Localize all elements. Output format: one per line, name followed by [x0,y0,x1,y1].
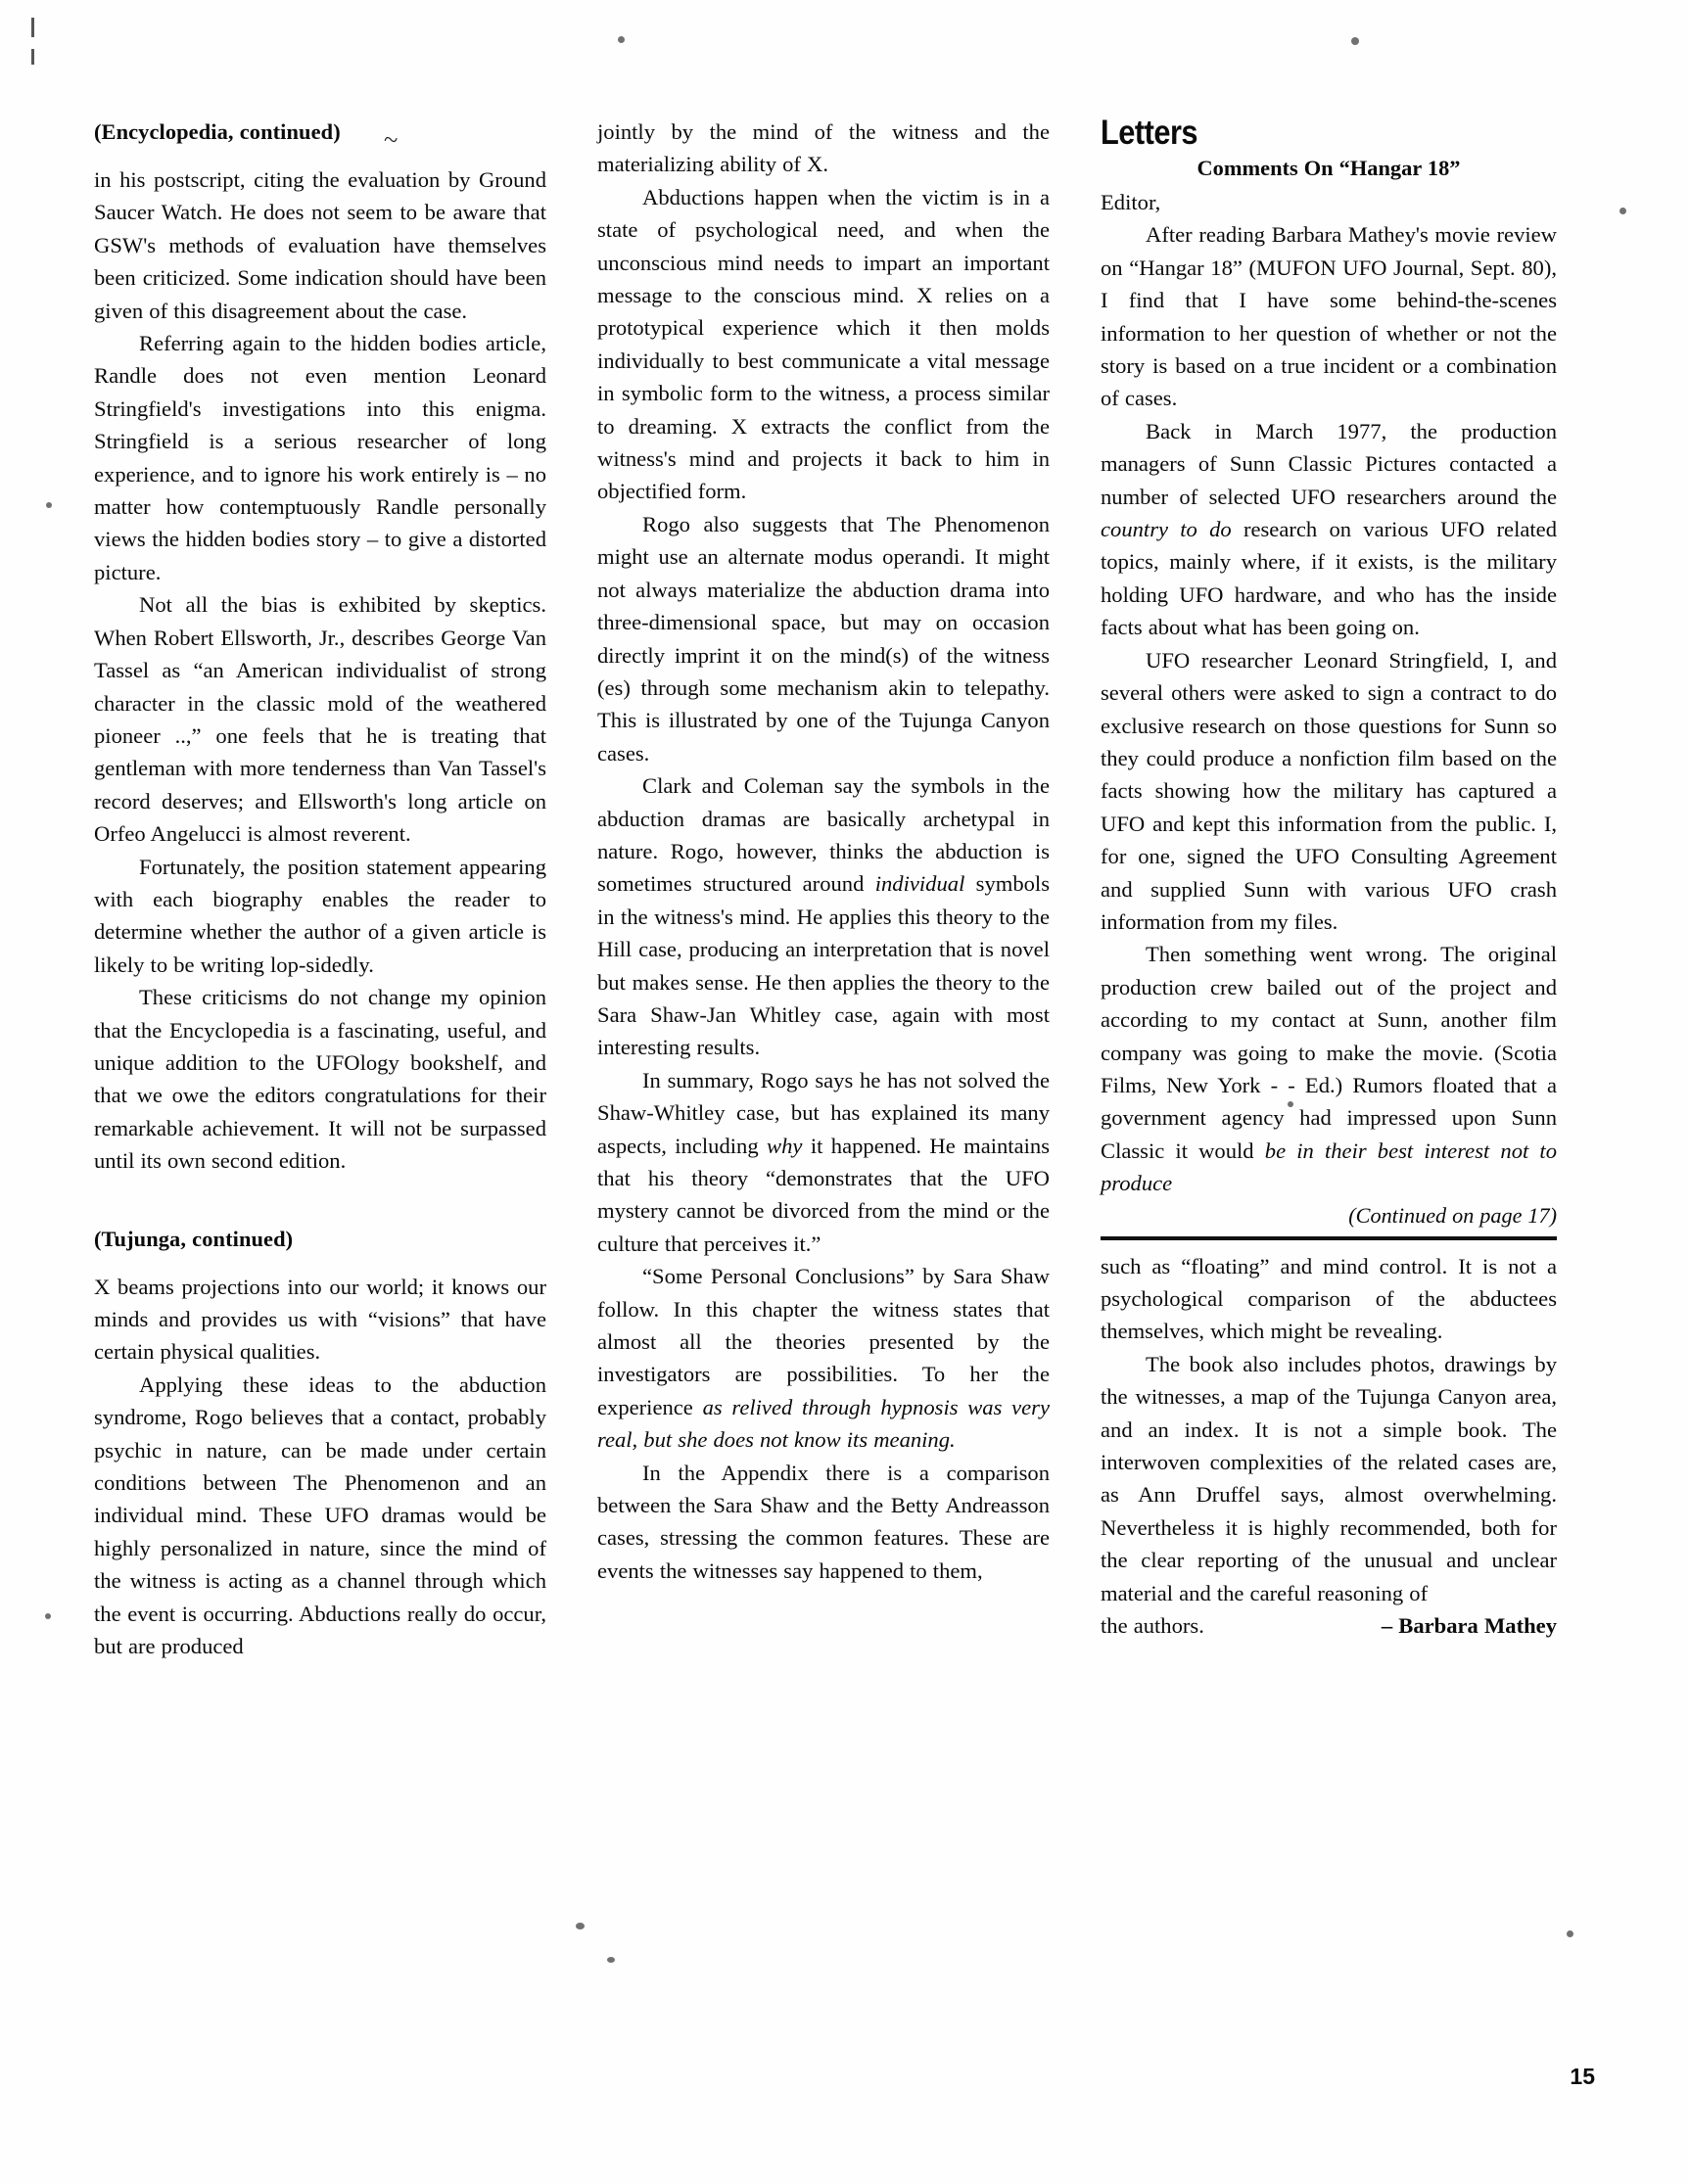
paragraph-summary [597,1064,1050,1260]
letter-salutation: Editor, [1101,190,1161,214]
text-run: research on various UFO related topics, mainly where, if it exists, is the military holding UFO hardware, and who has the inside facts about what has been going on. [1101,517,1557,640]
paragraph: Abductions happen when the victim is in a state of psychological need, and when the unconscious mind needs to impart an important message to the conscious mind. X relies on a prototypical experience which it then molds individually to best communicate a vital message in symbolic form to the witness, a process similar to dreaming. X extracts the conflict from the witness's mind and projects it back to him in objectified form. [597,184,1050,504]
scan-speck [618,36,625,43]
scan-speck [45,1613,51,1619]
text-run: Back in March 1977, the production managers of Sunn Classic Pictures contacted a number of selected UFO researchers around the [1101,418,1557,509]
page-number: 15 [1570,2064,1595,2089]
column-three [1101,116,1557,1662]
paragraph: The book also includes photos, drawings by the witnesses, a map of the Tujunga Canyon area, and an index. It is not a simple book. The interwoven complexities of the related cases are, as Ann Druffel says, almost overwhelming. Nevertheless it is highly recommended, both for the clear reporting of the unusual and unclear material and the careful reasoning of [1101,1351,1557,1605]
paragraph-back-in-march [1101,415,1557,644]
text-run: symbols in the witness's mind. He applies this theory to the Hill case, producing an interpretation that is novel but makes sense. He then applies the theory to the Sara Shaw-Jan Whitley case, again with most interesting results. [597,871,1050,1060]
scan-speck [576,1923,585,1929]
heading-encyclopedia-continued: (Encyclopedia, continued) [94,119,341,144]
author-byline: – Barbara Mathey [1381,1613,1557,1639]
paragraph: jointly by the mind of the witness and the materializing ability of X. [597,119,1050,177]
paragraph: Not all the bias is exhibited by skeptics. When Robert Ellsworth, Jr., describes George Van Tassel as “an American individualist of strong character in the classic mold of the weathered pioneer ..,” one feels that he is treating that gentleman with more tenderness than Van Tassel's record deserves; and Ellsworth's long article on Orfeo Angelucci is almost reverent. [94,592,546,847]
paragraph-something-went-wrong [1101,938,1557,1199]
letter-subject-heading: Comments On “Hangar 18” [1196,156,1461,180]
paragraph: Referring again to the hidden bodies article, Randle does not even mention Leonard Stringfield's investigations into this enigma. Stringfield is a serious researcher of long experience, and to ignore his work entirely is – no matter how contemptuously Randle personally views the hidden bodies story – to give a distorted picture. [94,331,546,584]
paragraph: X beams projections into our world; it knows our minds and provides us with “visions” that have certain physical qualities. [94,1274,546,1365]
text-run: it happened. He maintains that his theory “demonstrates that the UFO mystery cannot be divorced from the mind or the culture that perceives it.” [597,1133,1050,1256]
paragraph: Applying these ideas to the abduction syndrome, Rogo believes that a contact, probably psychic in nature, can be made under certain conditions between The Phenomenon and an individual mind. These UFO dramas would be highly personalized in nature, since the mind of the witness is acting as a channel through which the event is occurring. Abductions really do occur, but are produced [94,1371,546,1659]
letters-section-title: Letters [1101,114,1198,152]
scan-stray-mark: ~ [382,124,400,155]
scan-speck [607,1957,615,1963]
column-one [94,116,546,1662]
paragraph: in his postscript, citing the evaluation by Ground Saucer Watch. He does not seem to be aware that GSW's methods of evaluation have themselves been criticized. Some indication should have been given of this disagreement about the case. [94,167,546,323]
section-divider-rule [1101,1236,1557,1240]
scan-speck [1619,208,1626,214]
scan-edge-mark-top-left-2 [31,49,34,65]
emphasis-best-interest: be in their best interest not to produce [1101,1138,1558,1196]
emphasis-country-to-do: country to do [1101,517,1232,542]
review-signature-line [1101,1609,1557,1642]
three-column-layout [94,116,1602,1662]
column-two [597,116,1050,1662]
paragraph: Rogo also suggests that The Phenomenon might use an alternate modus operandi. It might not always materialize the abduction drama into three-dimensional space, but may on occasion directly imprint it on the mind(s) of the witness (es) through some mechanism akin to telepathy. This is illustrated by one of the Tujunga Canyon cases. [597,511,1050,766]
scan-edge-mark-top-left [31,18,34,37]
scan-speck [1351,37,1359,45]
continued-on-page-note[interactable]: (Continued on page 17) [1348,1202,1557,1228]
paragraph-personal-conclusions [597,1260,1050,1456]
emphasis-why: why [767,1133,803,1158]
text-run: “Some Personal Conclusions” by Sara Shaw follow. In this chapter the witness states that almost all the theories presented by the investigators are possibilities. To her the experience [597,1264,1050,1419]
paragraph: Fortunately, the position statement appearing with each biography enables the reader to determine whether the author of a given article is likely to be writing lop-sidedly. [94,854,546,977]
emphasis-individual: individual [874,871,965,897]
paragraph-clark-coleman [597,769,1050,1064]
text-run: In summary, Rogo says he has not solved the Shaw-Whitley case, but has explained its many aspects, including [597,1067,1050,1158]
paragraph-appendix: In the Appendix there is a comparison between the Sara Shaw and the Betty Andreasson cases, stressing the common features. These are events the witnesses say happened to them, [597,1460,1050,1583]
emphasis-relived: as relived through hypnosis was very real, but she does not know its meaning. [597,1394,1050,1453]
closing-text: the authors. [1101,1613,1204,1639]
heading-tujunga-continued: (Tujunga, continued) [94,1226,294,1251]
paragraph-stringfield: UFO researcher Leonard Stringfield, I, and several others were asked to sign a contract to do exclusive research on those questions for Sunn so they could produce a nonfiction film based on the facts showing how the military has captured a UFO and kept this information from the public. I, for one, signed the UFO Consulting Agreement and supplied Sunn with various UFO crash information from my files. [1101,647,1557,934]
text-run: Clark and Coleman say the symbols in the abduction dramas are basically archetypal in nature. Rogo, however, thinks the abduction is sometimes structured around [597,773,1050,897]
paragraph: such as “floating” and mind control. It is not a psychological comparison of the abductees themselves, which might be revealing. [1101,1253,1557,1344]
scan-speck [1567,1930,1573,1937]
paragraph: These criticisms do not change my opinion that the Encyclopedia is a fascinating, useful, and unique addition to the UFOlogy bookshelf, and that we owe the editors congratulations for their remarkable achievement. It will not be surpassed until its own second edition. [94,985,546,1174]
text-run: Then something went wrong. The original production crew bailed out of the project and according to my contact at Sunn, another film company was going to make the movie. (Scotia Films, New York - - Ed.) Rumors floated that a government agency had impressed upon Sunn Classic it would [1101,942,1557,1163]
paragraph: After reading Barbara Mathey's movie review on “Hangar 18” (MUFON UFO Journal, Sept. 80), I find that I have some behind-the-scenes information to her question of whether or not the story is based on a true incident or a combination of cases. [1101,222,1557,411]
scan-speck [46,502,52,508]
